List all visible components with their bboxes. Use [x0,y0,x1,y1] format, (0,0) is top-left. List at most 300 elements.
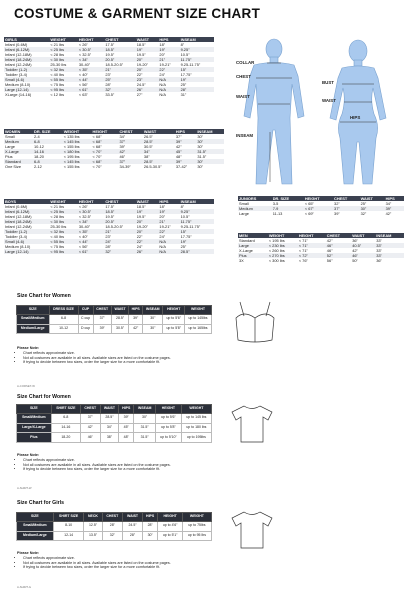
table-cell: 21" [104,67,135,72]
column-header: CHEST [80,405,100,414]
table-cell: 28" [180,87,214,92]
column-header: HEIGHT [163,306,185,315]
table-cell: One Size [4,164,33,169]
table-cell: 25-30 lbs [49,224,78,229]
table-cell: Small [238,201,272,206]
table-cell: 30-40" [78,62,104,67]
column-header: CHEST [104,199,135,204]
table-cell: 26.5-30.5" [143,164,175,169]
table-cell: 30" [196,159,224,164]
column-header: INSEAM [180,37,214,42]
women-size-table [4,129,224,169]
table-cell: 48" [119,433,134,443]
column-header: WEIGHT [181,405,211,414]
table-cell: 8" [180,42,214,47]
table-cell: < 28 lbs [49,214,78,219]
boys-size-table [4,199,214,254]
column-header: HEIGHT [92,129,119,134]
table-cell: 42" [80,423,100,433]
table-cell: 39" [93,324,111,334]
column-header: WEIGHT [268,233,298,238]
table-cell: 20.5" [104,219,135,224]
table-cell: Standard [4,159,33,164]
table-cell: 48" [175,154,196,159]
table-cell: 19" [136,209,159,214]
table-cell: 33" [375,238,404,243]
note-item: • Not all costumes are available in all sizes. Available sizes are listed on the costume pages. [23,561,207,566]
column-header: HEIGHT [156,405,182,414]
note-item: • If trying to decide between two sizes, order the larger size for a more comfortable fit. [23,360,207,365]
table-cell: 8" [180,204,214,209]
column-header: BOYS [4,199,49,204]
table-cell: < 12 lbs [49,92,78,97]
table-cell: < 68" [92,139,119,144]
column-header: HIPS [119,405,134,414]
table-cell: Infant (12-24M) [4,62,49,67]
table-cell: up to 5'10" [156,433,182,443]
table-cell: Infant (6-12M) [4,209,49,214]
note-item: • Chart reflects approximate size. [23,351,207,356]
column-header: HIPS [129,306,143,315]
corset-illustration [226,298,284,344]
table-cell: Plus [238,253,268,258]
table-cell: < 71" [298,248,326,253]
table-cell: 6-8 [49,314,78,324]
table-cell: 19.5" [136,52,159,57]
table-cell: Small/Medium [17,314,50,324]
girls-size-table [4,37,214,97]
column-header: INSEAM [196,129,224,134]
table-cell: 34" [385,201,404,206]
table-cell: 24" [136,244,159,249]
table-cell: N/A [158,239,179,244]
table-cell: 23" [104,234,135,239]
table-cell: up to 145 lbs [181,413,211,423]
note-item: • If trying to decide between two sizes, order the larger size for a more comfortable fit. [23,565,207,570]
table-cell: < 30 lbs [49,57,78,62]
table-row [17,324,212,334]
table-cell: 18.5-20.5" [104,62,135,67]
column-header: INSEAM [143,306,163,315]
table-cell: N/A [158,82,179,87]
column-header: CHEST [326,233,351,238]
table-cell: < 270 lbs [268,253,298,258]
table-cell: Large [4,144,33,149]
male-waist-label: WAIST [236,94,250,99]
column-header: CHEST [93,306,111,315]
table-cell: < 195 lbs [63,154,92,159]
table-cell: 11.75" [180,57,214,62]
female-waist-label: WAIST [322,98,336,103]
table-header-row [17,513,212,522]
table-header-row [17,306,212,315]
table-cell: 22" [158,229,179,234]
table-cell: < 76" [298,258,326,263]
table-cell: < 70" [92,164,119,169]
table-cell: Small [4,134,33,139]
table-cell: < 32.5" [78,214,104,219]
table-cell: 3X [238,258,268,263]
table-cell: 10-12 [49,324,78,334]
table-cell: 19.5" [104,214,135,219]
table-cell: < 70" [92,154,119,159]
girls-shirt-size-table [16,512,212,541]
table-cell: < 30 lbs [49,219,78,224]
table-cell: 7-9 [272,206,304,211]
note-item: • Chart reflects approximate size. [23,556,207,561]
table-cell: 9.25-11.75" [180,224,214,229]
table-row [17,314,212,324]
table-cell: Small (4-6) [4,77,49,82]
table-cell: 12.5" [84,521,102,531]
table-cell: 22" [136,234,159,239]
table-cell: 19.5" [136,214,159,219]
table-cell: < 65" [304,201,333,206]
table-cell: 10.5" [180,214,214,219]
table-cell: up to 95 lbs [182,531,211,541]
table-cell: 32" [104,87,135,92]
column-header: HIPS [158,199,179,204]
table-row [238,211,404,216]
table-cell: 28" [142,521,158,531]
table-cell: 42" [118,149,142,154]
table-cell: 39" [385,206,404,211]
table-cell: Toddler (1-2) [4,229,49,234]
table-cell: Small (4-6) [4,239,49,244]
table-cell: 28.5" [100,413,119,423]
inseam-label: INSEAM [236,133,254,138]
table-cell: D cup [78,324,93,334]
table-cell: 15" [180,67,214,72]
column-header: CHEST [104,37,135,42]
women-corset-notes [17,346,207,365]
table-row [4,249,214,254]
table-cell: 20" [136,219,159,224]
table-cell: 18" [158,42,179,47]
table-cell: up to 5'6" [163,314,185,324]
table-cell: Standard [238,238,268,243]
table-cell: 11.75" [180,219,214,224]
table-cell: < 34" [78,219,104,224]
table-cell: 10-12 [33,144,63,149]
table-cell: Medium (8-10) [4,82,49,87]
table-cell: Medium (8-10) [4,244,49,249]
table-cell: 24" [158,234,179,239]
column-header: SHIRT SIZE [51,405,80,414]
table-cell: N/A [158,77,179,82]
table-cell: up to 5'1" [158,531,182,541]
table-cell: 38" [100,433,119,443]
table-cell: 24.5" [136,82,159,87]
table-cell: 24" [104,239,135,244]
table-cell: up to 145lbs [184,314,211,324]
table-cell: < 26" [78,42,104,47]
table-cell: 28.5" [143,139,175,144]
table-cell: 34" [143,149,175,154]
column-header: MEN [238,233,268,238]
note-item: • If trying to decide between two sizes, order the larger size for a more comfortable fit. [23,467,207,472]
table-cell: 39" [175,159,196,164]
table-cell: 39" [119,413,134,423]
table-cell: up to 75lbs [182,521,211,531]
table-cell: 45" [175,149,196,154]
table-row [17,433,212,443]
table-cell: 18.5-20.5" [104,224,135,229]
table-cell: 19-21" [158,62,179,67]
column-header: WEIGHT [63,129,92,134]
table-cell: Toddler (3-4) [4,234,49,239]
table-cell: 30" [142,531,158,541]
table-cell: < 195 lbs [268,238,298,243]
table-cell: < 30.5" [78,209,104,214]
women-shirt-chart-title: Size Chart for Women [17,394,71,400]
column-header: HEIGHT [158,513,182,522]
table-cell: 30" [143,314,163,324]
table-cell: 42" [129,324,143,334]
table-cell: Infant (0-6M) [4,42,49,47]
women-shirt-size-table [16,404,212,443]
column-header: GIRLS [4,37,49,42]
table-cell: 30" [196,134,224,139]
table-cell: < 55 lbs [49,239,78,244]
table-cell: < 67" [304,206,333,211]
table-cell: < 21 lbs [49,204,78,209]
table-cell: < 26" [78,204,104,209]
table-cell: 34" [100,423,119,433]
table-cell: 46" [351,253,375,258]
women-corset-code: A-CORSET-W [17,384,35,388]
table-cell: 17.75" [180,72,214,77]
column-header: NECK [84,513,102,522]
table-cell: Infant (18-24M) [4,57,49,62]
table-cell: 6-8 [51,413,80,423]
table-cell: 46" [326,248,351,253]
table-cell: 56" [326,258,351,263]
table-cell: Large (12-14) [4,249,49,254]
table-cell: Infant (12-24M) [4,224,49,229]
table-cell: up to 180 lbs [181,423,211,433]
table-cell: 42" [385,211,404,216]
table-cell: 19-20" [136,224,159,229]
notes-heading: Please Note: [17,551,40,555]
column-header: WEIGHT [184,306,211,315]
column-header: CHEST [118,129,142,134]
table-cell: 39" [118,144,142,149]
column-header: CHEST [333,196,360,201]
table-cell: 31" [180,92,214,97]
column-header: INSEAM [375,233,404,238]
table-cell: X-Large [4,149,33,154]
table-cell: 9.25" [180,209,214,214]
table-cell: up to 4'6" [158,521,182,531]
table-cell: 31.5" [134,423,156,433]
table-cell: 19-21" [158,224,179,229]
column-header: DR. SIZE [272,196,304,201]
column-header: WEIGHT [49,199,78,204]
table-cell: 25" [104,77,135,82]
bust-label: BUST [322,80,334,85]
table-cell: Toddler (1-2) [4,67,49,72]
table-cell: XLarge (14-16) [4,92,49,97]
table-cell: 19" [180,239,214,244]
table-cell: 40.5" [351,243,375,248]
table-cell: Large [238,243,268,248]
note-item: • Not all costumes are available in all sizes. Available sizes are listed on the costume pages. [23,463,207,468]
table-cell: Medium/Large [17,324,50,334]
table-cell: 12-14 [53,531,84,541]
table-cell: 13.5" [84,531,102,541]
table-cell: 18.5" [104,209,135,214]
table-cell: 46" [80,433,100,443]
column-header: CHEST [102,513,123,522]
table-cell: 19" [158,209,179,214]
table-cell: 37" [118,159,142,164]
table-cell: < 35" [78,229,104,234]
table-row [17,423,212,433]
column-header: WEIGHT [49,37,78,42]
table-cell: Infant (18-24M) [4,219,49,224]
table-cell: Small/Medium [17,413,52,423]
table-cell: 37" [175,134,196,139]
table-cell: 6-8 [33,159,63,164]
table-cell: 33.5" [104,92,135,97]
column-header: WAIST [351,233,375,238]
column-header: INSEAM [180,199,214,204]
table-cell: 38" [143,154,175,159]
table-cell: 28" [123,531,143,541]
table-cell: N/A [158,87,179,92]
table-cell: < 135 lbs [63,134,92,139]
table-cell: 46" [326,243,351,248]
table-cell: 8-10 [53,521,84,531]
table-cell: < 40 lbs [49,234,78,239]
table-cell: 37" [118,139,142,144]
table-cell: 24" [158,72,179,77]
table-cell: 11-13 [272,211,304,216]
table-cell: 17.5" [104,42,135,47]
table-cell: < 35" [78,67,104,72]
table-cell: 45" [119,423,134,433]
table-cell: < 40" [78,234,104,239]
table-row [238,258,404,263]
women-shirt-notes [17,453,207,472]
table-cell: < 61" [78,249,104,254]
table-cell: 30" [360,206,385,211]
table-cell: 30" [196,139,224,144]
table-cell: < 61" [78,87,104,92]
table-header-row [17,405,212,414]
table-cell: 30" [143,324,163,334]
table-cell: 30.5" [143,144,175,149]
column-header: HIPS [142,513,158,522]
column-header: SHIRT SIZE [53,513,84,522]
table-cell: 22" [158,67,179,72]
column-header: JUNIORS [238,196,272,201]
table-cell: < 75 lbs [49,244,78,249]
table-cell: < 95 lbs [49,249,78,254]
column-header: HEIGHT [298,233,326,238]
table-cell: 39" [175,139,196,144]
tshirt-illustration-girls [228,508,276,550]
table-cell: < 28 lbs [49,52,78,57]
column-header: HEIGHT [78,37,104,42]
table-cell: 9.25-11.75" [180,62,214,67]
table-cell: < 75 lbs [49,82,78,87]
table-cell: < 155 lbs [63,144,92,149]
table-cell: 19" [136,47,159,52]
table-cell: Medium [238,206,272,211]
table-cell: < 155 lbs [63,164,92,169]
table-cell: 30-40" [78,224,104,229]
table-cell: 24.5" [123,521,143,531]
table-cell: < 25 lbs [49,47,78,52]
table-cell: 23" [104,72,135,77]
table-cell: 22" [136,239,159,244]
chest-label: CHEST [236,74,251,79]
women-shirt-code: A-SHIRT-W [17,486,32,490]
women-corset-chart-title: Size Chart for Women [17,293,71,299]
table-cell: 18.5" [136,204,159,209]
table-cell: < 32 lbs [49,67,78,72]
column-header: WEIGHT [182,513,211,522]
women-corset-size-table [16,305,212,334]
table-cell: < 44" [78,77,104,82]
female-body-figure [318,38,398,188]
table-cell: 50" [351,258,375,263]
table-cell: C cup [78,314,93,324]
table-cell: 37" [333,206,360,211]
table-cell: 20" [136,67,159,72]
table-cell: 28" [104,82,135,87]
table-cell: 26" [136,249,159,254]
table-cell: 18-20 [33,154,63,159]
table-cell: < 40 lbs [49,72,78,77]
table-cell: < 56" [78,82,104,87]
table-cell: 37" [93,314,111,324]
table-cell: < 71" [298,243,326,248]
column-header: DR. SIZE [33,129,63,134]
table-cell: 17.5" [104,204,135,209]
table-cell: 18.5" [136,42,159,47]
table-cell: Medium [4,139,33,144]
table-cell: Infant (0-6M) [4,204,49,209]
table-cell: < 145 lbs [63,139,92,144]
table-cell: up to 5'8" [156,423,182,433]
column-header: WAIST [123,513,143,522]
table-cell: 30.5" [111,324,128,334]
tshirt-illustration-women [228,402,276,444]
table-cell: Toddler (3-4) [4,72,49,77]
page-title: COSTUME & GARMENT SIZE CHART [14,6,261,21]
column-header: WAIST [100,405,119,414]
table-cell: 34-39" [118,164,142,169]
table-cell: 42" [175,144,196,149]
table-cell: < 21 lbs [49,42,78,47]
table-cell: 31.5" [196,149,224,154]
table-cell: 26.5" [143,134,175,139]
table-cell: 21" [158,57,179,62]
table-cell: < 63" [78,92,104,97]
column-header: WAIST [136,37,159,42]
table-cell: Medium/Large [17,531,54,541]
table-cell: < 68" [92,134,119,139]
column-header: HIPS [175,129,196,134]
table-cell: < 32.5" [78,52,104,57]
table-cell: 10.5" [180,52,214,57]
hips-label: HIPS [350,115,361,120]
table-row [17,521,212,531]
table-cell: 32" [102,531,123,541]
